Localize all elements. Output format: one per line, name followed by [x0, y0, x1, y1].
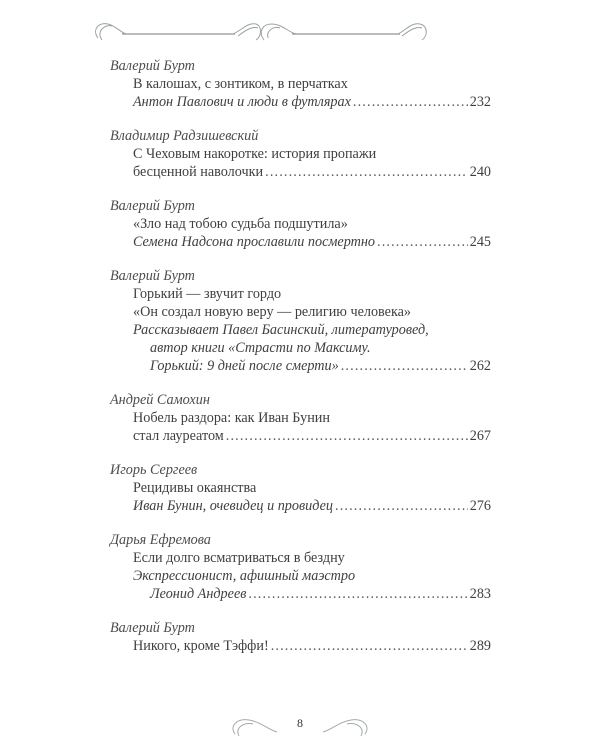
toc-title-line: Нобель раздора: как Иван Бунин: [133, 410, 330, 426]
toc-entry: [110, 267, 491, 375]
table-of-contents: [110, 57, 491, 671]
toc-author: Игорь Сергеев: [110, 462, 198, 478]
toc-title-line-with-page: [110, 163, 491, 181]
toc-title-line: Горький — звучит гордо: [133, 286, 282, 302]
toc-subtitle-line: автор книги «Страсти по Максиму.: [150, 340, 371, 356]
toc-title-line: Рецидивы окаянства: [133, 480, 257, 496]
toc-title-line-with-page: [110, 637, 491, 655]
toc-line-text: Антон Павлович и люди в футлярах: [133, 94, 351, 110]
page-ref: 267: [469, 428, 491, 444]
page-ref: 232: [469, 94, 491, 110]
toc-author: Валерий Бурт: [110, 620, 195, 636]
toc-title-line: Если долго всматриваться в бездну: [133, 550, 345, 566]
toc-entry: [110, 461, 491, 515]
page-ref: 289: [469, 638, 491, 654]
toc-entry: [110, 531, 491, 603]
toc-line-text: Семена Надсона прославили посмертно: [133, 234, 375, 250]
dot-leader: [341, 357, 468, 375]
page-ref: 245: [469, 234, 491, 250]
toc-author: Валерий Бурт: [110, 198, 195, 214]
dot-leader: [265, 163, 468, 181]
toc-subtitle-line: Экспрессионист, афишный маэстро: [133, 568, 356, 584]
toc-line-text: стал лауреатом: [133, 428, 224, 444]
toc-entry: [110, 391, 491, 445]
toc-line-text: Леонид Андреев: [150, 586, 247, 602]
page-ref: 262: [469, 358, 491, 374]
toc-title-line-with-page: [110, 427, 491, 445]
toc-title-line: С Чеховым накоротке: история пропажи: [133, 146, 377, 162]
dot-leader: [353, 93, 468, 111]
toc-entry: [110, 127, 491, 181]
toc-entry: [110, 619, 491, 655]
page-ref: 240: [469, 164, 491, 180]
toc-author: Владимир Радзишевский: [110, 128, 259, 144]
toc-entry: [110, 197, 491, 251]
dot-leader: [248, 585, 467, 603]
toc-line-text: Горький: 9 дней после смерти»: [150, 358, 339, 374]
toc-author: Валерий Бурт: [110, 268, 195, 284]
toc-author: Дарья Ефремова: [110, 532, 211, 548]
dot-leader: [335, 497, 468, 515]
toc-line-text: бесценной наволочки: [133, 164, 264, 180]
page-ref: 276: [469, 498, 491, 514]
toc-title-line-with-page: [110, 585, 491, 603]
dot-leader: [271, 637, 468, 655]
dot-leader: [377, 233, 468, 251]
page-number: 8: [297, 716, 303, 730]
toc-subtitle-line: Рассказывает Павел Басинский, литературовед,: [133, 322, 429, 338]
page-ref: 283: [469, 586, 491, 602]
toc-entry: [110, 57, 491, 111]
toc-title-line: В калошах, с зонтиком, в перчатках: [133, 76, 348, 92]
toc-line-text: Никого, кроме Тэффи!: [133, 638, 269, 654]
toc-title-line-with-page: [110, 497, 491, 515]
dot-leader: [226, 427, 468, 445]
toc-title-line-with-page: [110, 357, 491, 375]
toc-title-line: «Зло над тобою судьба подшутила»: [133, 216, 348, 232]
toc-line-text: Иван Бунин, очевидец и провидец: [133, 498, 333, 514]
toc-author: Андрей Самохин: [110, 392, 210, 408]
toc-title-line-with-page: [110, 233, 491, 251]
toc-title-line: «Он создал новую веру — религию человека»: [133, 304, 412, 320]
header-flourish-ornament: [90, 14, 430, 44]
toc-title-line-with-page: [110, 93, 491, 111]
toc-author: Валерий Бурт: [110, 58, 195, 74]
